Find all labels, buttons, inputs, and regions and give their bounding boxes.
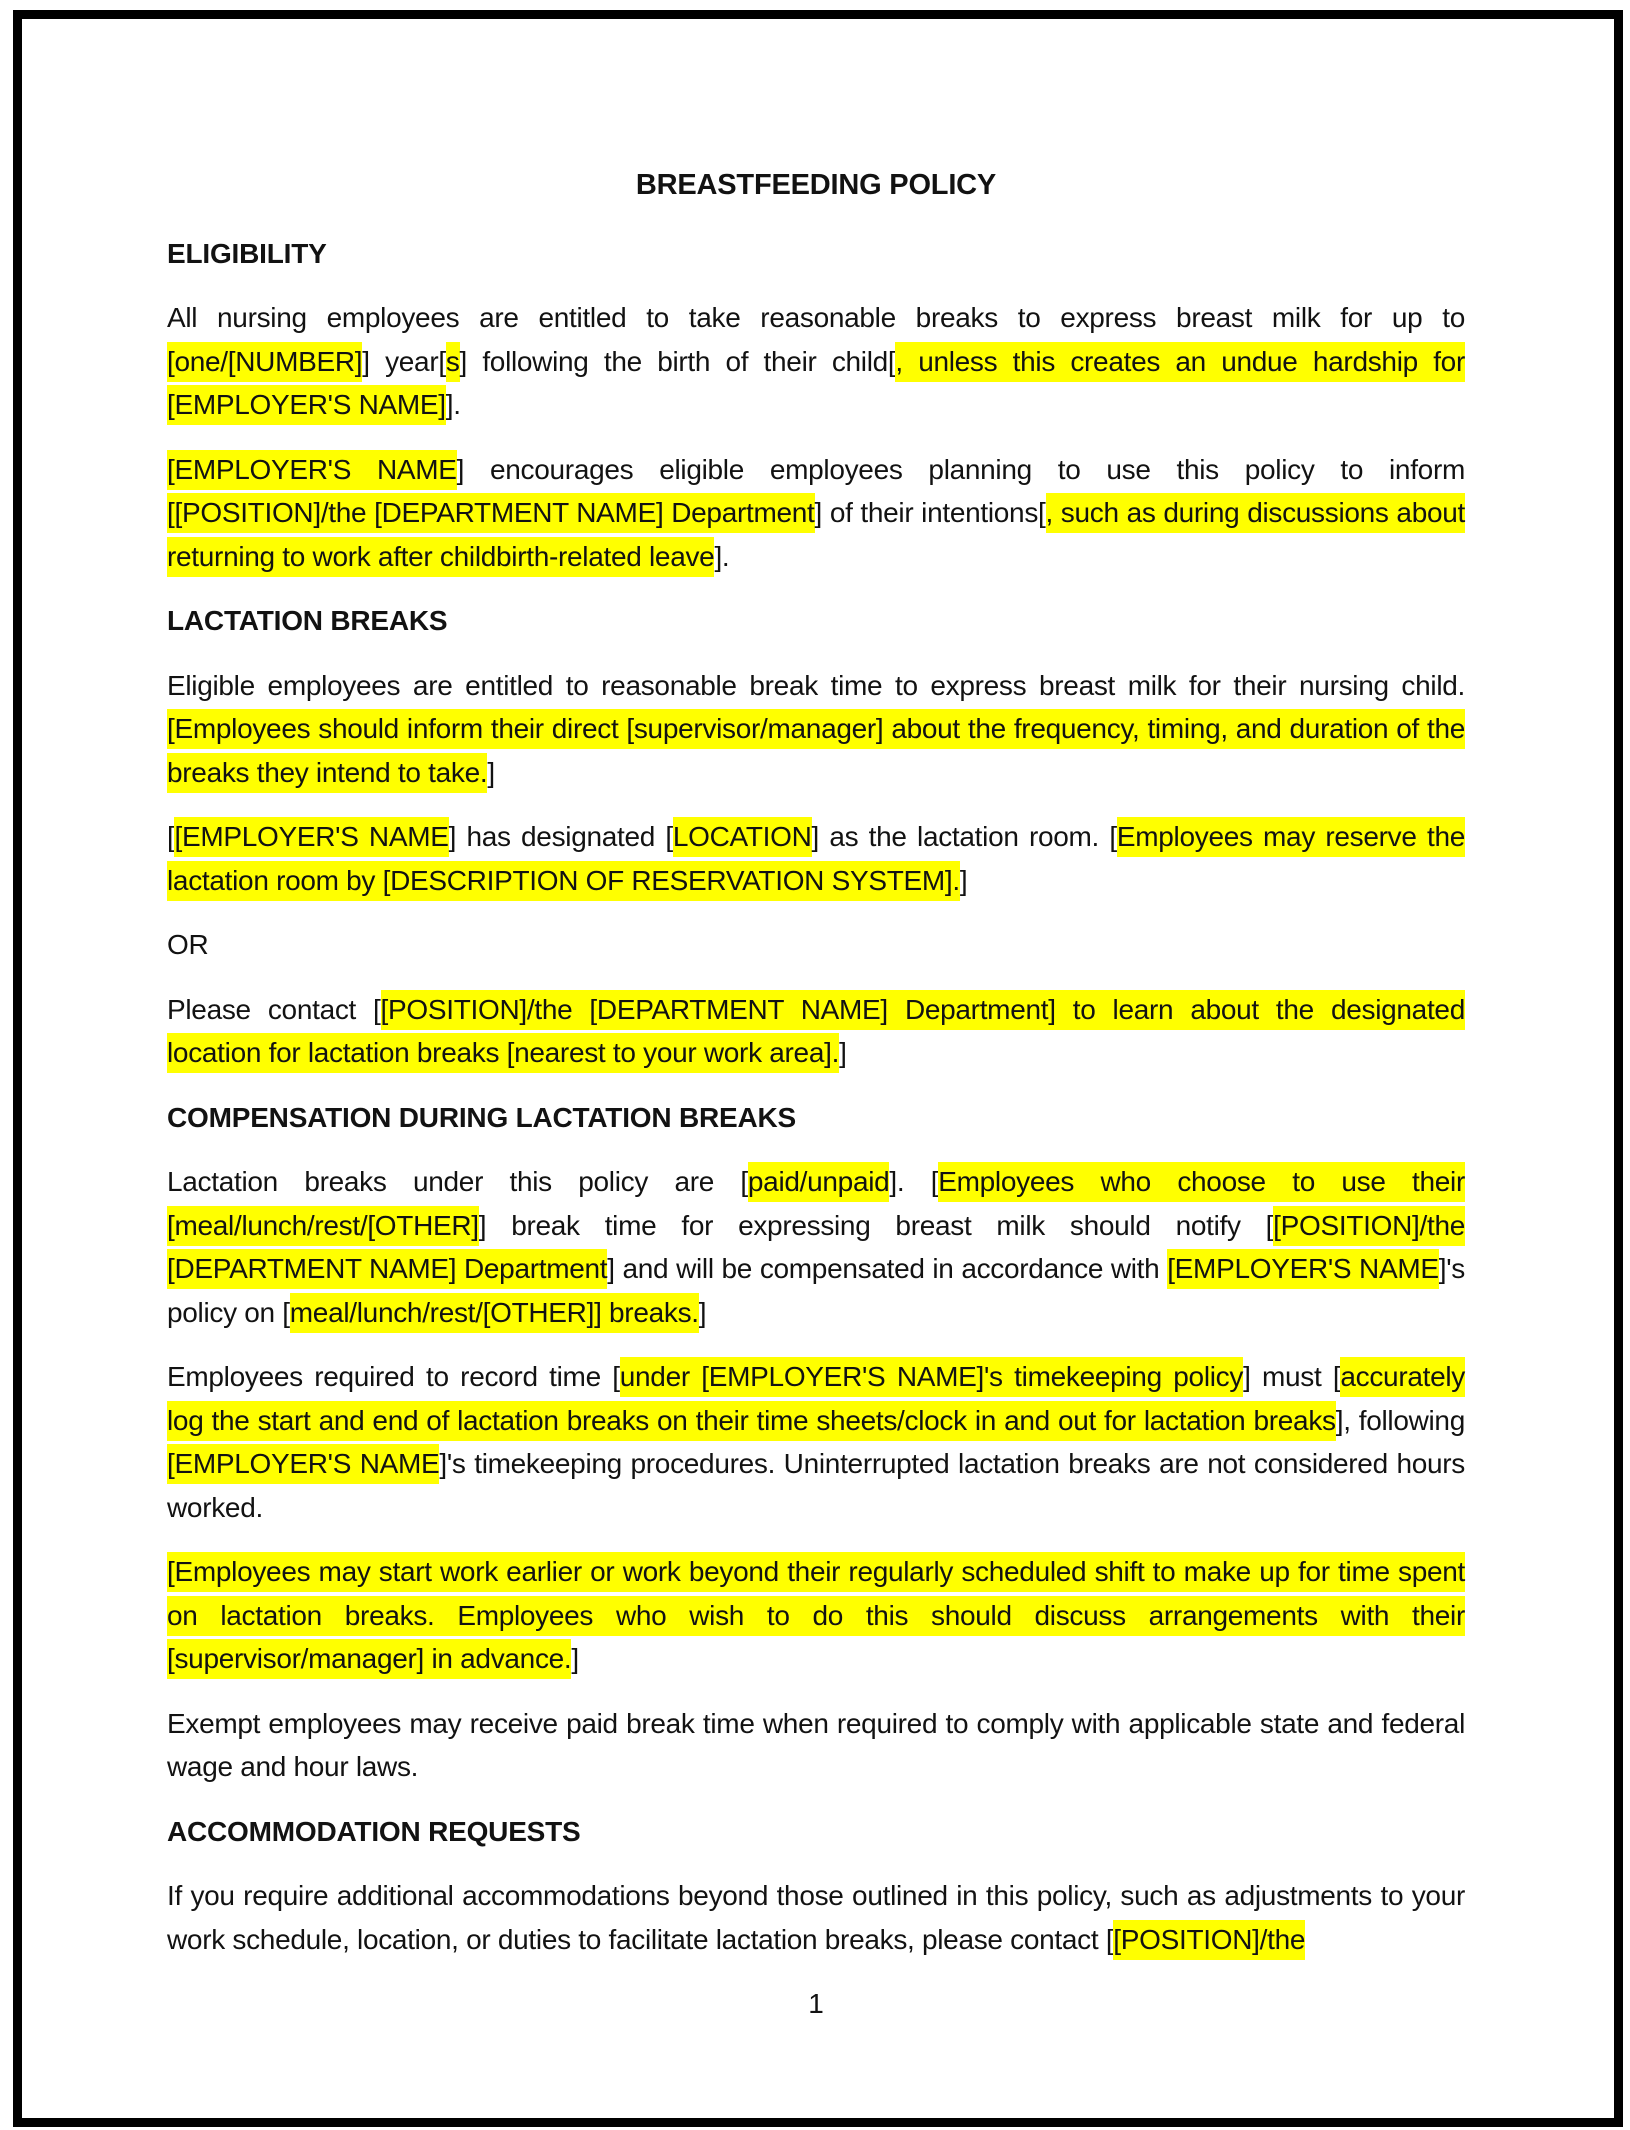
paragraph-compensation-4	[167, 1702, 1465, 1789]
paragraph-lactation-2	[167, 815, 1465, 902]
text-segment: ].	[714, 540, 730, 572]
heading-compensation: COMPENSATION DURING LACTATION BREAKS	[167, 1101, 797, 1133]
highlighted-text-segment: [EMPLOYER'S NAME	[167, 450, 457, 490]
text-segment: ] must [	[1243, 1361, 1341, 1392]
highlighted-text-segment: [EMPLOYER'S NAME	[167, 1444, 439, 1484]
text-segment: ] of their intentions[	[814, 497, 1046, 528]
text-segment: ]	[487, 756, 495, 788]
heading-lactation-breaks: LACTATION BREAKS	[167, 605, 448, 636]
highlighted-text-segment: [POSITION]/the	[1113, 1920, 1305, 1960]
highlighted-text-segment: [EMPLOYER'S NAME	[174, 817, 448, 857]
heading-accommodation: ACCOMMODATION REQUESTS	[167, 1815, 581, 1847]
text-segment: ] and will be compensated in accordance with	[607, 1253, 1168, 1284]
paragraph-lactation-1	[167, 664, 1465, 795]
text-segment: Employees required to record time [	[167, 1361, 620, 1392]
text-segment: [	[167, 821, 175, 852]
text-segment: ] break time for expressing breast milk should notify [	[478, 1209, 1274, 1241]
or-separator-label: OR	[167, 929, 209, 960]
paragraph-compensation-2	[167, 1355, 1465, 1529]
paragraph-compensation-3	[167, 1550, 1465, 1681]
document-content	[167, 164, 1465, 2026]
text-segment: Lactation breaks under this policy are [	[167, 1166, 748, 1197]
highlighted-text-segment: , unless this creates an undue hardship for [EMPLOYER'S NAME]	[167, 342, 1465, 426]
highlighted-text-segment: [POSITION]/the [DEPARTMENT NAME] Department] to learn about the designated location for lactation breaks [nearest to your work area].	[167, 990, 1465, 1074]
text-segment: ]	[959, 864, 968, 896]
highlighted-text-segment: [EMPLOYER'S NAME	[1167, 1249, 1439, 1289]
text-segment: ] year[	[362, 345, 446, 377]
highlighted-text-segment: meal/lunch/rest/[OTHER]] breaks.	[290, 1293, 699, 1333]
text-segment: ].	[445, 389, 461, 420]
text-segment: ], following	[1335, 1404, 1465, 1436]
text-segment: ]'s timekeeping procedures. Uninterrupted lactation breaks are not considered hours worked.	[167, 1448, 1465, 1523]
text-segment: Exempt employees may receive paid break time when required to comply with applicable state and federal wage and hour laws.	[167, 1707, 1465, 1782]
highlighted-text-segment: Employees who choose to use their [meal/lunch/rest/[OTHER]	[167, 1162, 1465, 1246]
paragraph-eligibility-2	[167, 448, 1465, 579]
heading-eligibility: ELIGIBILITY	[167, 237, 327, 269]
paragraph-eligibility-1	[167, 296, 1465, 427]
text-segment: ] as the lactation room. [	[811, 821, 1117, 852]
page-number: 1	[808, 1988, 824, 2019]
highlighted-text-segment: s	[446, 342, 460, 382]
highlighted-text-segment: [Employees may start work earlier or work beyond their regularly scheduled shift to make up for time spent on lactation breaks. Employees who wish to do this should discuss arrangements with their [supervisor/manager] in advance.	[167, 1552, 1465, 1679]
text-segment: ]'s policy on [	[167, 1253, 1465, 1328]
highlighted-text-segment: [one/[NUMBER]	[167, 342, 362, 382]
text-segment: Eligible employees are entitled to reasonable break time to express breast milk for their nursing child.	[167, 669, 1465, 701]
highlighted-text-segment: LOCATION	[673, 817, 812, 857]
text-segment: ]	[839, 1037, 847, 1068]
text-segment: ] following the birth of their child[	[459, 345, 896, 377]
highlighted-text-segment: paid/unpaid	[748, 1162, 890, 1202]
highlighted-text-segment: [[POSITION]/the [DEPARTMENT NAME] Department	[167, 493, 815, 533]
text-segment: ] has designated [	[448, 821, 673, 852]
paragraph-lactation-3	[167, 988, 1465, 1075]
text-segment: ]	[571, 1643, 579, 1674]
text-segment: Please contact [	[167, 993, 381, 1025]
paragraph-compensation-1	[167, 1160, 1465, 1334]
highlighted-text-segment: accurately log the start and end of lactation breaks on their time sheets/clock in and out for lactation breaks	[167, 1357, 1465, 1441]
highlighted-text-segment: under [EMPLOYER'S NAME]'s timekeeping policy	[620, 1357, 1243, 1397]
highlighted-text-segment: [POSITION]/the [DEPARTMENT NAME] Department	[167, 1206, 1465, 1290]
text-segment: All nursing employees are entitled to take reasonable breaks to express breast milk for up to	[167, 302, 1465, 333]
text-segment: ]. [	[889, 1166, 939, 1197]
paragraph-accommodation-1	[167, 1874, 1465, 1961]
document-title: BREASTFEEDING POLICY	[635, 169, 997, 201]
highlighted-text-segment: , such as during discussions about returning to work after childbirth-related leave	[167, 493, 1465, 577]
highlighted-text-segment: Employees may reserve the lactation room by [DESCRIPTION OF RESERVATION SYSTEM].	[167, 817, 1465, 901]
highlighted-text-segment: [Employees should inform their direct [supervisor/manager] about the frequency, timing, and duration of the breaks they intend to take.	[167, 709, 1465, 793]
text-segment: ] encourages eligible employees planning to use this policy to inform	[456, 453, 1465, 485]
text-segment: ]	[698, 1296, 707, 1328]
text-segment: If you require additional accommodations beyond those outlined in this policy, such as adjustments to your work schedule, location, or duties to facilitate lactation breaks, please contact [	[167, 1880, 1465, 1955]
